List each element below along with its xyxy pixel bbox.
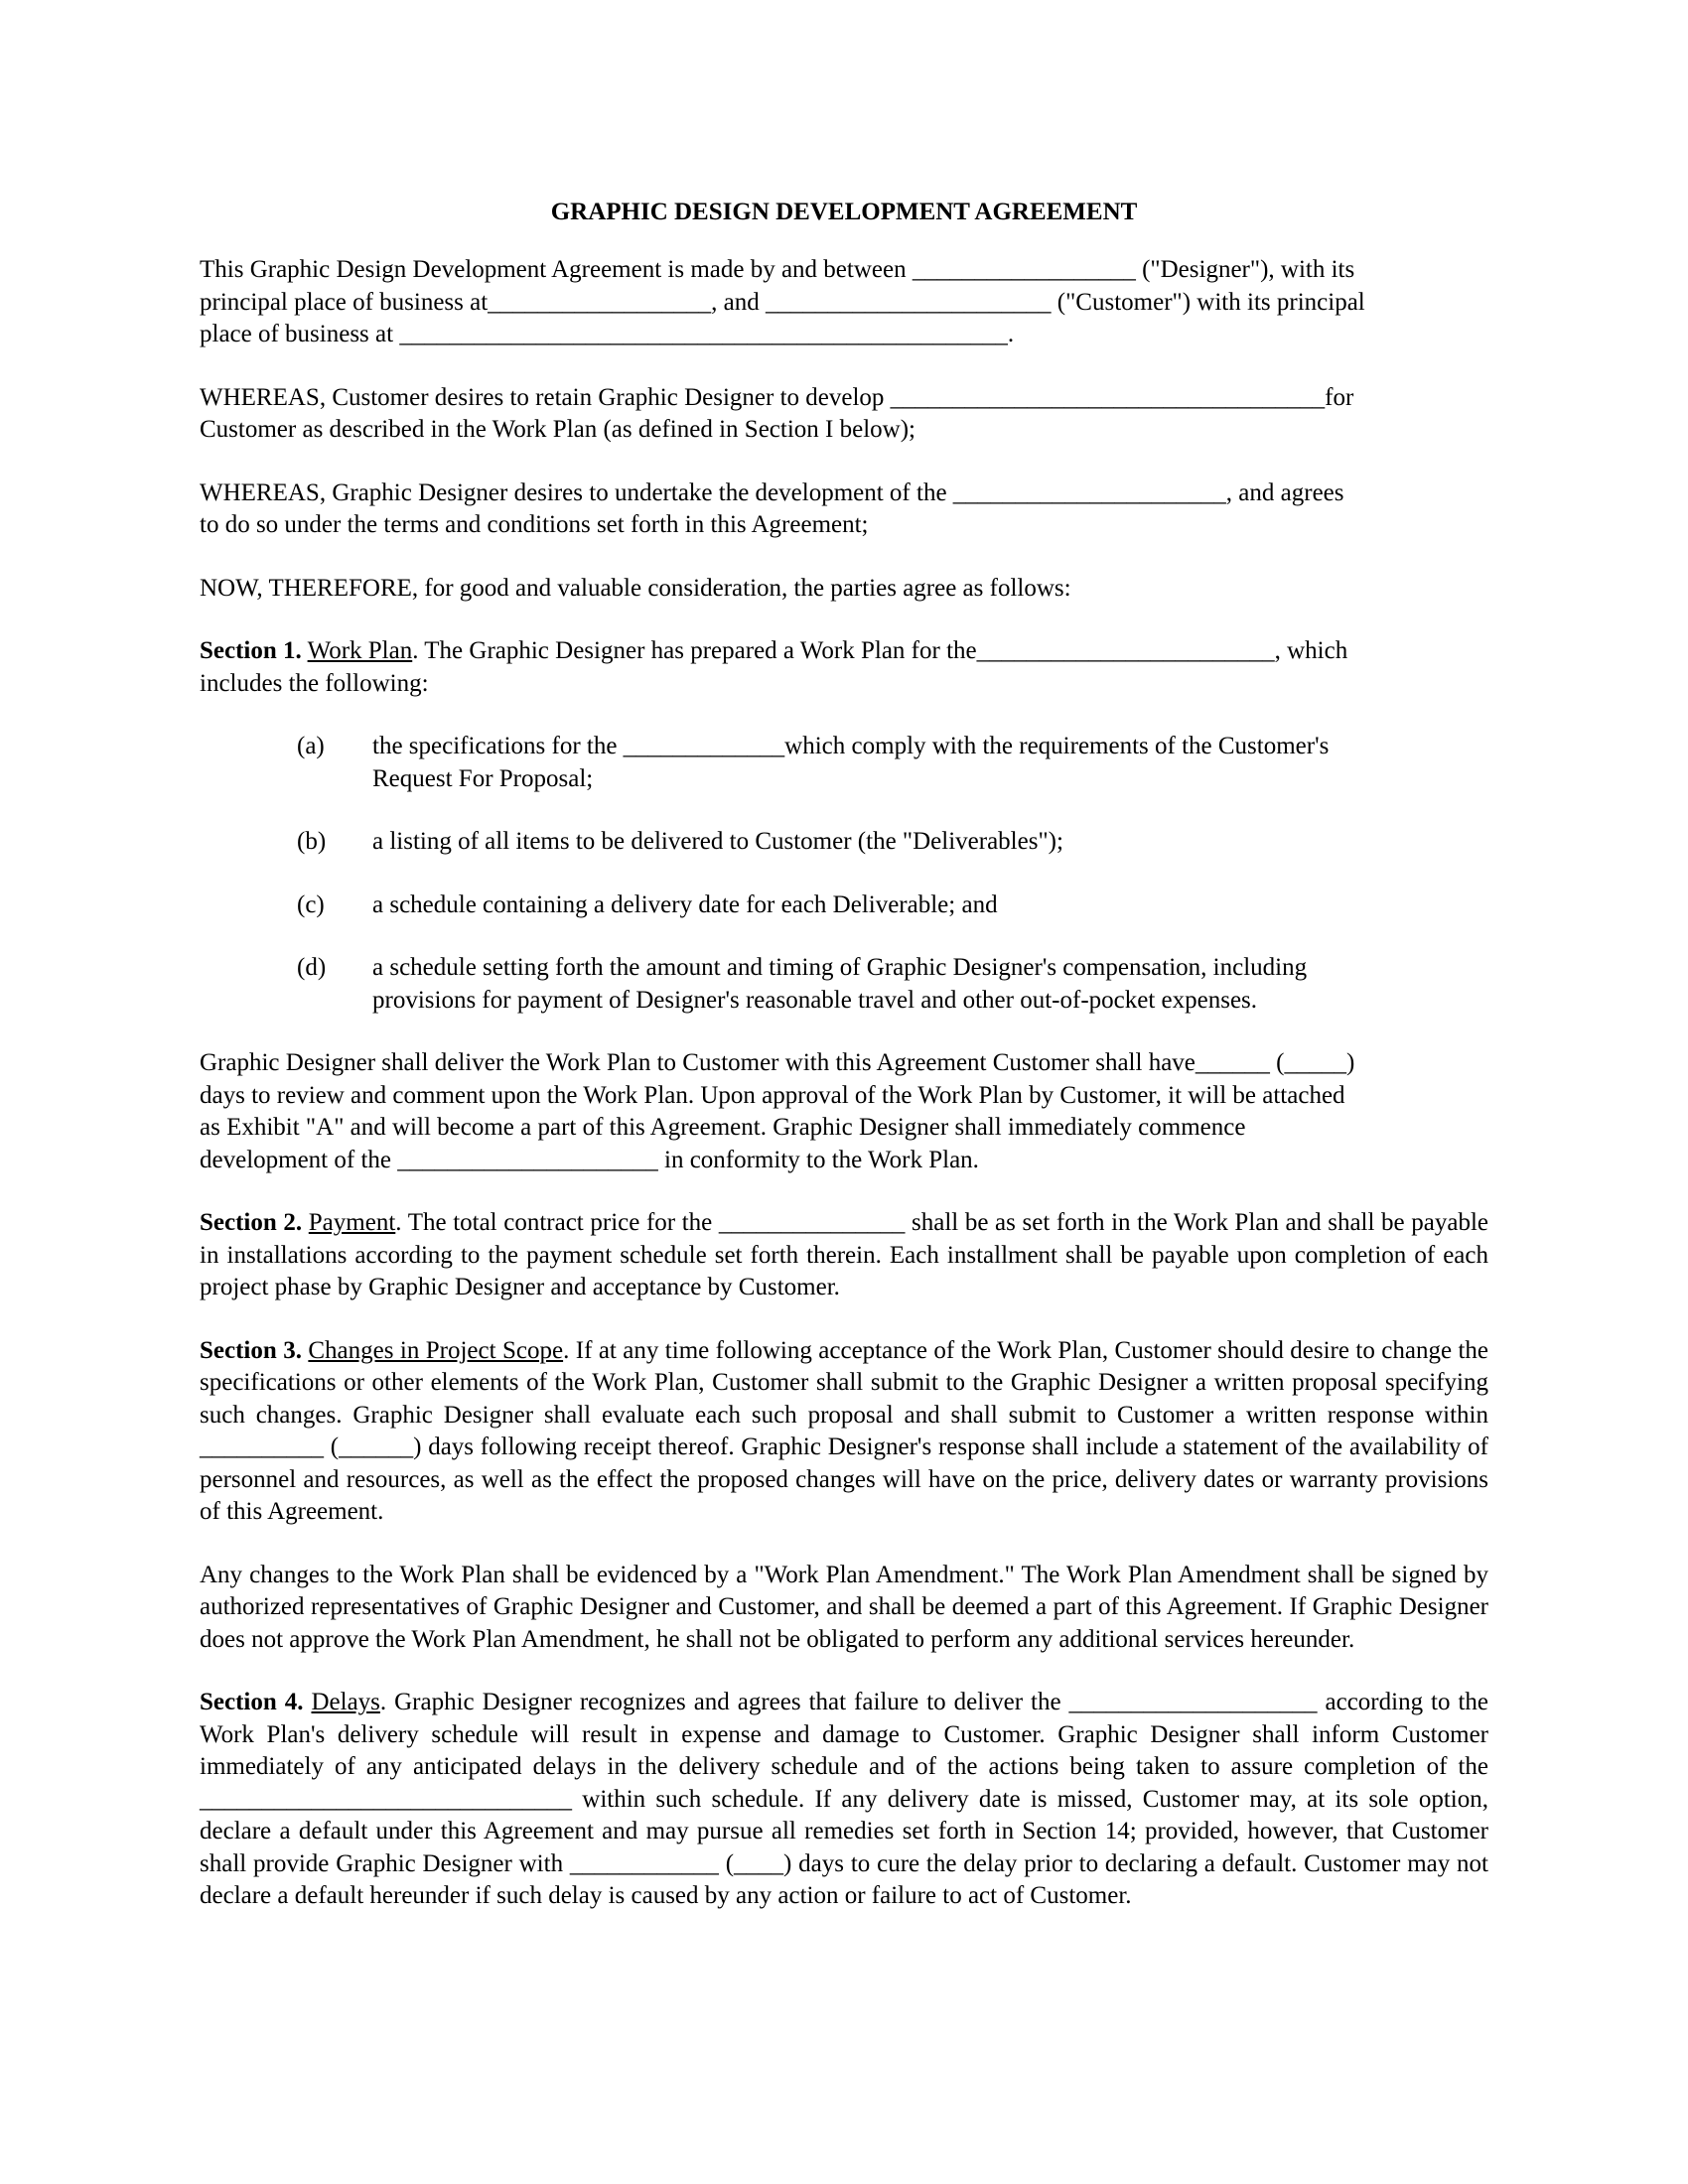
section-2-text: . The total contract price for the _______________ shall be as set forth in the Work Plan and shall be payable in installations according to the payment schedule set forth therein. Each installment shall be payable upon completion of each project phase by Graphic Designer and acceptance by Customer. [200, 1209, 1489, 1300]
section-1-label: Section 1. [200, 637, 302, 664]
section-1-after-line-3: as Exhibit "A" and will become a part of this Agreement. Graphic Designer shall immediately commence [200, 1114, 1246, 1141]
whereas-2-line-1: WHEREAS, Graphic Designer desires to undertake the development of the ______________________, and agrees [200, 478, 1344, 506]
section-2-paragraph [200, 1207, 1488, 1304]
intro-line-1: This Graphic Design Development Agreement is made by and between __________________ ("Designer"), with its [200, 256, 1355, 283]
now-therefore-paragraph: NOW, THEREFORE, for good and valuable consideration, the parties agree as follows: [200, 574, 1071, 602]
section-1-heading: Work Plan [307, 637, 413, 664]
section-4-heading: Delays [311, 1689, 380, 1715]
list-marker: (d) [297, 954, 327, 981]
list-marker: (a) [297, 733, 325, 759]
section-3-paragraph [200, 1335, 1488, 1529]
section-1-text-line-1: . The Graphic Designer has prepared a Work Plan for the________________________, which [412, 637, 1348, 664]
intro-paragraph [200, 254, 1488, 351]
list-item-text-line-1: a schedule containing a delivery date for each Deliverable; and [372, 890, 998, 918]
work-plan-list [200, 731, 1488, 1017]
section-4-label: Section 4. [200, 1689, 304, 1715]
list-item-text-line-1: a schedule setting forth the amount and timing of Graphic Designer's compensation, including [372, 954, 1308, 981]
list-item [200, 952, 1488, 1017]
section-3-text: . If at any time following acceptance of the Work Plan, Customer should desire to change the specifications or other elements of the Work Plan, Customer shall submit to the Graphic Designer a written proposal specifying such changes. Graphic Designer shall evaluate each such proposal and shall submit to Customer a written response within __________ (______) days following receipt thereof. Graphic Designer's response shall include a statement of the availability of personnel and resources, as well as the effect the proposed changes will have on the price, delivery dates or warranty provisions of this Agreement. [200, 1336, 1489, 1525]
section-2-heading: Payment [308, 1209, 396, 1236]
list-marker: (c) [297, 890, 325, 918]
whereas-paragraph-2 [200, 478, 1488, 542]
whereas-1-line-1: WHEREAS, Customer desires to retain Graphic Designer to develop ___________________________________for [200, 383, 1354, 411]
intro-line-3: place of business at _________________________________________________. [200, 321, 1015, 347]
list-marker: (b) [297, 828, 327, 855]
section-2-label: Section 2. [200, 1209, 303, 1236]
section-4-text: . Graphic Designer recognizes and agrees that failure to deliver the ____________________ according to the Work Plan's delivery schedule will result in expense and damage to Customer. Graphic Designer shall inform Customer immediately of any anticipated delays in the delivery schedule and of the actions being taken to assure completion of the ______________________________ within such schedule. If any delivery date is missed, Customer may, at its sole option, declare a default under this Agreement and may pursue all remedies set forth in Section 14; provided, however, that Customer shall provide Graphic Designer with ____________ (____) days to cure the delay prior to declaring a default. Customer may not declare a default hereunder if such delay is caused by any action or failure to act of Customer. [200, 1689, 1489, 1909]
list-item [200, 889, 1488, 922]
section-1-after-line-4: development of the _____________________ in conformity to the Work Plan. [200, 1146, 979, 1173]
section-1-after-line-1: Graphic Designer shall deliver the Work Plan to Customer with this Agreement Customer shall have______ (_____) [200, 1049, 1355, 1076]
section-1-after-line-2: days to review and comment upon the Work Plan. Upon approval of the Work Plan by Customer, it will be attached [200, 1081, 1345, 1109]
intro-line-2: principal place of business at__________________, and _______________________ ("Customer") with its principal [200, 288, 1365, 316]
list-item [200, 826, 1488, 859]
section-1-text-line-2: includes the following: [200, 669, 429, 697]
section-1-paragraph [200, 635, 1488, 700]
list-item-text-line-1: a listing of all items to be delivered to Customer (the "Deliverables"); [372, 828, 1063, 855]
whereas-paragraph-1 [200, 382, 1488, 447]
list-item-text-line-2: provisions for payment of Designer's reasonable travel and other out-of-pocket expenses. [372, 986, 1258, 1014]
section-3-heading: Changes in Project Scope [308, 1336, 564, 1364]
list-item [200, 731, 1488, 795]
section-1-after-paragraph [200, 1047, 1488, 1176]
list-item-text-line-2: Request For Proposal; [372, 764, 594, 792]
section-3-amendment-paragraph: Any changes to the Work Plan shall be evidenced by a "Work Plan Amendment." The Work Plan Amendment shall be signed by authorized representatives of Graphic Designer and Customer, and shall be deemed a part of this Agreement. If Graphic Designer does not approve the Work Plan Amendment, he shall not be obligated to perform any additional services hereunder. [200, 1561, 1488, 1653]
whereas-1-line-2: Customer as described in the Work Plan (as defined in Section I below); [200, 416, 915, 443]
section-3-label: Section 3. [200, 1336, 302, 1364]
whereas-2-line-2: to do so under the terms and conditions set forth in this Agreement; [200, 511, 869, 538]
section-4-paragraph [200, 1687, 1488, 1913]
list-item-text-line-1: the specifications for the _____________which comply with the requirements of the Customer's [372, 733, 1330, 759]
document-body [200, 197, 1488, 1944]
document-title: GRAPHIC DESIGN DEVELOPMENT AGREEMENT [550, 199, 1138, 225]
